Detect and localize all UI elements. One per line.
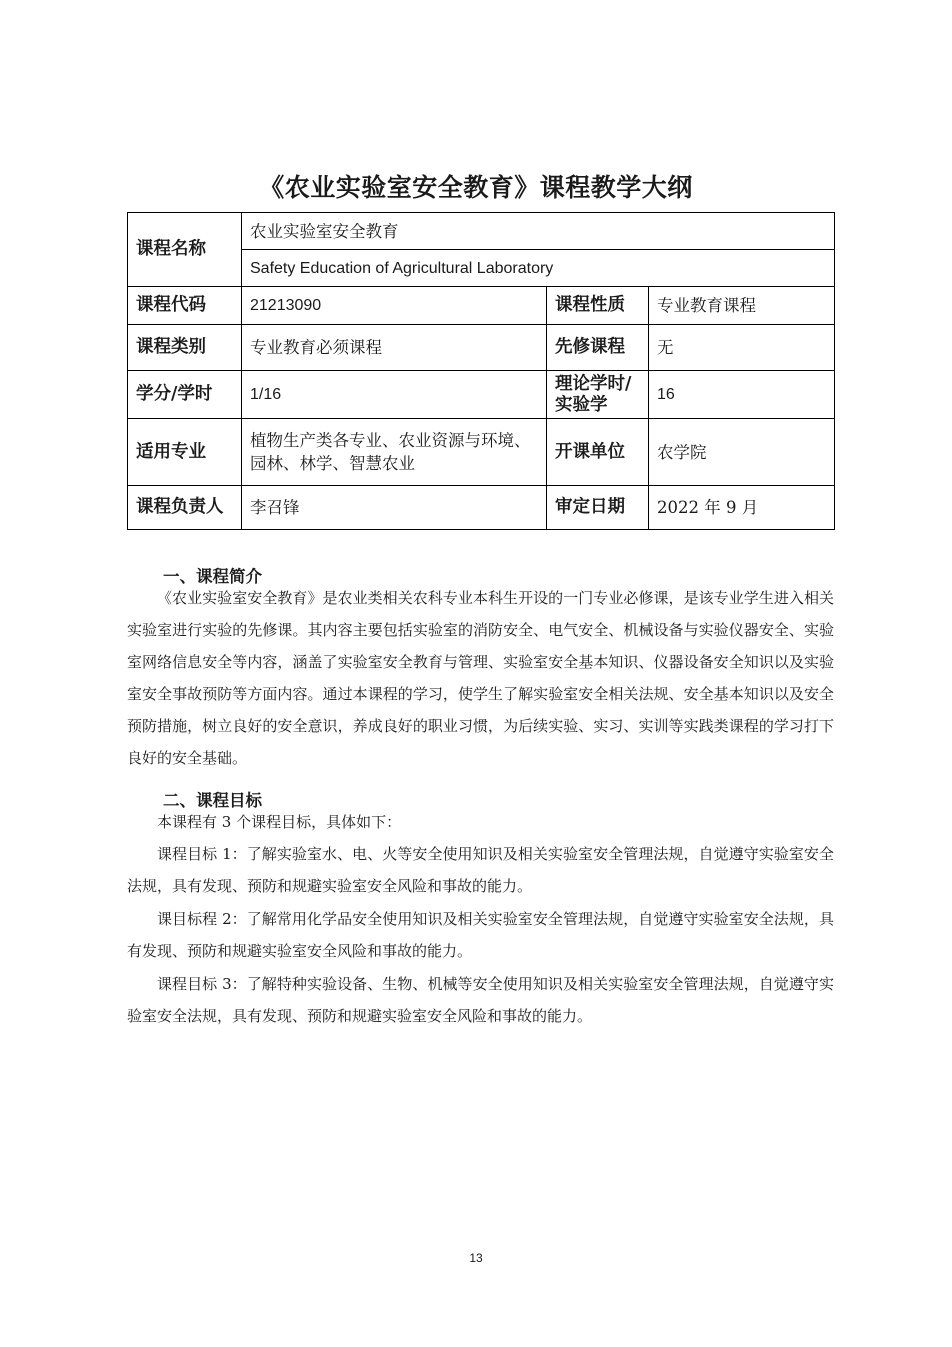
unit-value: 农学院 <box>649 419 835 486</box>
course-info-table <box>127 212 835 530</box>
course-category-label: 课程类别 <box>128 325 242 371</box>
section-heading-goals: 二、课程目标 <box>163 791 262 810</box>
date-label: 审定日期 <box>547 486 649 530</box>
theory-hours-value: 16 <box>649 371 835 419</box>
section-heading-intro: 一、课程简介 <box>163 567 262 586</box>
goals-intro: 本课程有 3 个课程目标，具体如下： <box>157 813 402 831</box>
major-label: 适用专业 <box>128 419 242 486</box>
prereq-value: 无 <box>649 325 835 371</box>
owner-label: 课程负责人 <box>128 486 242 530</box>
prereq-label: 先修课程 <box>547 325 649 371</box>
credit-label: 学分/学时 <box>128 371 242 419</box>
section-intro-body: 《农业实验室安全教育》是农业类相关农科专业本科生开设的一门专业必修课，是该专业学生进入相关实验室进行实验的先修课。其内容主要包括实验室的消防安全、电气安全、机械设备与实验仪器安全、实验室网络信息安全等内容，涵盖了实验室安全教育与管理、实验室安全基本知识、仪器设备安全知识以及实验室安全事故预防等方面内容。通过本课程的学习，使学生了解实验室安全相关法规、安全基本知识以及安全预防措施，树立良好的安全意识，养成良好的职业习惯，为后续实验、实习、实训等实践类课程的学习打下良好的安全基础。 <box>127 589 834 767</box>
theory-hours-label: 理论学时/实验学 <box>547 371 649 419</box>
course-nature-label: 课程性质 <box>547 287 649 325</box>
goal-item-1: 课程目标 1：了解实验室水、电、火等安全使用知识及相关实验室安全管理法规，自觉遵守实验室安全法规，具有发现、预防和规避实验室安全风险和事故的能力。 <box>127 845 834 895</box>
course-category-value: 专业教育必须课程 <box>242 325 547 371</box>
unit-label: 开课单位 <box>547 419 649 486</box>
credit-value: 1/16 <box>242 371 547 419</box>
owner-value: 李召锋 <box>242 486 547 530</box>
date-value: 2022 年 9 月 <box>649 486 835 530</box>
page-number: 13 <box>469 1251 483 1265</box>
goal-item-2: 课目标程 2：了解常用化学品安全使用知识及相关实验室安全管理法规，自觉遵守实验室安全法规，具有发现、预防和规避实验室安全风险和事故的能力。 <box>127 910 834 960</box>
course-name-en: Safety Education of Agricultural Laboratory <box>242 250 835 287</box>
course-name-label: 课程名称 <box>128 213 242 287</box>
course-code-value: 21213090 <box>242 287 547 325</box>
course-nature-value: 专业教育课程 <box>649 287 835 325</box>
course-name-cn: 农业实验室安全教育 <box>242 213 835 250</box>
goal-item-3: 课程目标 3：了解特种实验设备、生物、机械等安全使用知识及相关实验室安全管理法规，自觉遵守实验室安全法规，具有发现、预防和规避实验室安全风险和事故的能力。 <box>127 975 834 1025</box>
major-value: 植物生产类各专业、农业资源与环境、园林、林学、智慧农业 <box>242 419 547 486</box>
document-title: 《农业实验室安全教育》课程教学大纲 <box>259 173 693 202</box>
course-code-label: 课程代码 <box>128 287 242 325</box>
